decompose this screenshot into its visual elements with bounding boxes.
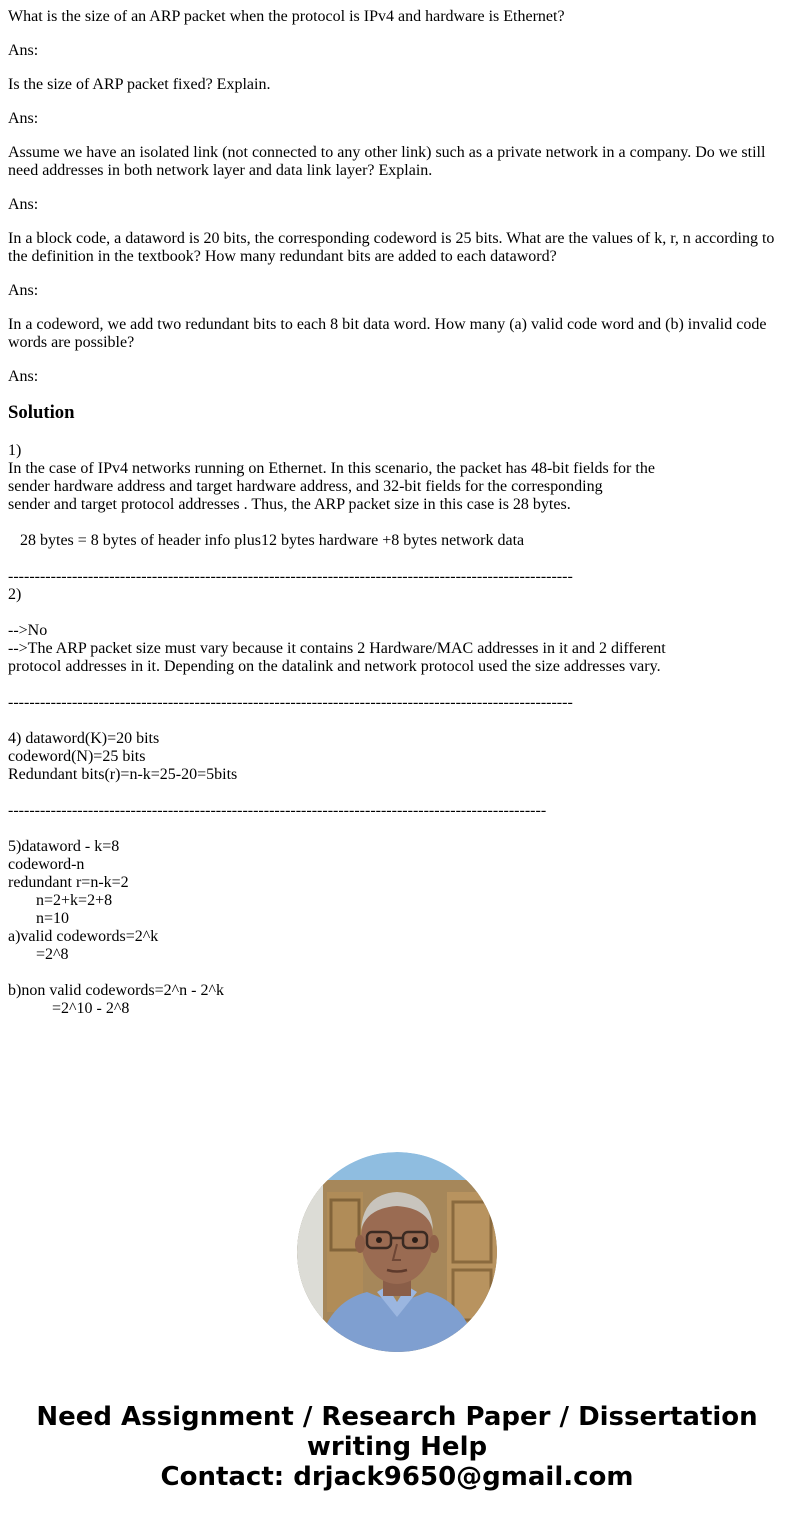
- question-5: In a codeword, we add two redundant bits to each 8 bit data word. How many (a) valid code word and (b) invalid code words are possible?: [8, 316, 767, 351]
- question-2: Is the size of ARP packet fixed? Explain.: [8, 76, 271, 93]
- solution-line: =2^8: [8, 946, 69, 963]
- solution-line: protocol addresses in it. Depending on the datalink and network protocol used the size addresses vary.: [8, 658, 661, 675]
- divider: ----------------------------------------------------------------------------------------------------------: [8, 694, 573, 711]
- solution-line: 1): [8, 442, 22, 459]
- solution-line: Redundant bits(r)=n-k=25-20=5bits: [8, 766, 238, 783]
- question-3: Assume we have an isolated link (not connected to any other link) such as a private network in a company. Do we still need addresses in both network layer and data link layer? Explain.: [8, 144, 766, 179]
- solution-line: In the case of IPv4 networks running on Ethernet. In this scenario, the packet has 48-bit fields for the: [8, 460, 655, 477]
- answer-3: Ans:: [8, 196, 39, 213]
- solution-line: n=10: [8, 910, 70, 927]
- tutor-portrait: [297, 1152, 497, 1352]
- solution-line: n=2+k=2+8: [8, 892, 113, 909]
- promo-line-1: Need Assignment / Research Paper / Dissertation: [36, 1402, 758, 1432]
- solution-line: codeword-n: [8, 856, 85, 873]
- solution-line: 28 bytes = 8 bytes of header info plus12 bytes hardware +8 bytes network data: [8, 532, 525, 549]
- solution-body: [8, 442, 788, 1018]
- avatar: [297, 1152, 497, 1352]
- promo-block: [0, 1152, 794, 1492]
- answer-5: Ans:: [8, 368, 39, 385]
- divider: -----------------------------------------------------------------------------------------------------: [8, 802, 547, 819]
- solution-line: sender hardware address and target hardware address, and 32-bit fields for the corresponding: [8, 478, 603, 495]
- solution-line: 5)dataword - k=8: [8, 838, 120, 855]
- divider: ----------------------------------------------------------------------------------------------------------: [8, 568, 573, 585]
- solution-heading: Solution: [8, 402, 75, 423]
- promo-line-2: writing Help: [306, 1432, 488, 1462]
- solution-line: 2): [8, 586, 22, 603]
- solution-line: sender and target protocol addresses . Thus, the ARP packet size in this case is 28 bytes.: [8, 496, 571, 513]
- promo-text: [0, 1402, 794, 1492]
- solution-line: -->No: [8, 622, 48, 639]
- question-1: What is the size of an ARP packet when the protocol is IPv4 and hardware is Ethernet?: [8, 8, 565, 25]
- answer-1: Ans:: [8, 42, 39, 59]
- promo-contact: Contact: drjack9650@gmail.com: [160, 1462, 634, 1492]
- solution-line: redundant r=n-k=2: [8, 874, 129, 891]
- solution-line: -->The ARP packet size must vary because it contains 2 Hardware/MAC addresses in it and 2 different: [8, 640, 666, 657]
- solution-line: 4) dataword(K)=20 bits: [8, 730, 160, 747]
- question-4: In a block code, a dataword is 20 bits, the corresponding codeword is 25 bits. What are the values of k, r, n according to the definition in the textbook? How many redundant bits are added to each dataword?: [8, 230, 775, 265]
- document-body: [8, 8, 788, 1018]
- solution-line: =2^10 - 2^8: [8, 1000, 130, 1017]
- solution-line: b)non valid codewords=2^n - 2^k: [8, 982, 224, 999]
- solution-line: a)valid codewords=2^k: [8, 928, 159, 945]
- answer-2: Ans:: [8, 110, 39, 127]
- solution-line: codeword(N)=25 bits: [8, 748, 146, 765]
- answer-4: Ans:: [8, 282, 39, 299]
